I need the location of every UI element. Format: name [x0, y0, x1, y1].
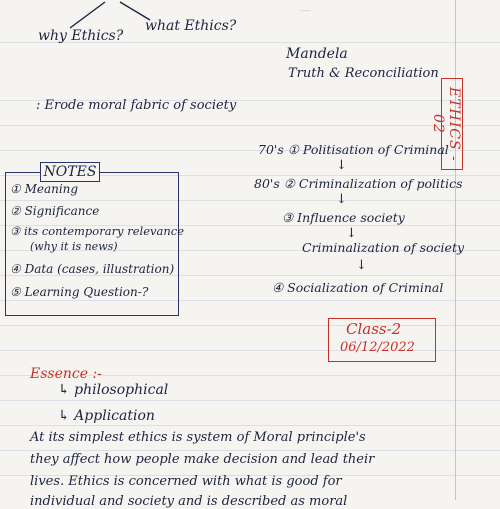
timeline-item: ③ Influence society: [282, 210, 405, 225]
down-arrow-icon: ↓: [336, 192, 347, 207]
notes-item: ③ its contemporary relevance: [10, 224, 185, 238]
class-label: Class-2: [346, 320, 402, 338]
ruled-line: [0, 400, 500, 401]
bleed-through: —: [300, 4, 311, 17]
side-tab: ETHICS - 02: [441, 78, 463, 170]
ruled-line: [0, 450, 500, 451]
essence-title: Essence :-: [30, 366, 102, 382]
down-arrow-icon: ↓: [356, 258, 367, 273]
down-arrow-icon: ↓: [346, 226, 357, 241]
notes-item: (why it is news): [30, 240, 118, 253]
timeline-item: 70's ① Politisation of Criminal: [258, 142, 449, 157]
timeline-item: ④ Socialization of Criminal: [272, 280, 444, 295]
notes-item: ⑤ Learning Question-?: [10, 285, 149, 299]
paragraph-line: lives. Ethics is concerned with what is good for: [30, 474, 342, 489]
erode-text: : Erode moral fabric of society: [36, 98, 237, 113]
notes-title: NOTES: [40, 162, 100, 182]
truth-reconciliation-text: Truth & Reconciliation: [288, 66, 439, 81]
paragraph-line: At its simplest ethics is system of Moral principle's: [30, 430, 366, 445]
notes-item: ④ Data (cases, illustration): [10, 262, 175, 276]
ruled-line: [0, 425, 500, 426]
notes-item: ① Meaning: [10, 182, 79, 196]
paragraph-line: individual and society and is described as moral: [30, 494, 348, 509]
down-arrow-icon: ↓: [336, 158, 347, 173]
paragraph-line: they affect how people make decision and lead their: [30, 452, 375, 467]
class-date: 06/12/2022: [340, 340, 415, 355]
essence-philosophical: ↳ philosophical: [58, 382, 169, 398]
ruled-line: [0, 125, 500, 126]
essence-application: ↳ Application: [58, 408, 155, 424]
timeline-item: 80's ② Criminalization of politics: [254, 176, 463, 191]
what-ethics-text: what Ethics?: [145, 18, 237, 34]
why-ethics-text: why Ethics?: [38, 28, 124, 44]
mandela-text: Mandela: [286, 46, 348, 62]
timeline-item: Criminalization of society: [302, 240, 465, 255]
notes-item: ② Significance: [10, 204, 100, 218]
